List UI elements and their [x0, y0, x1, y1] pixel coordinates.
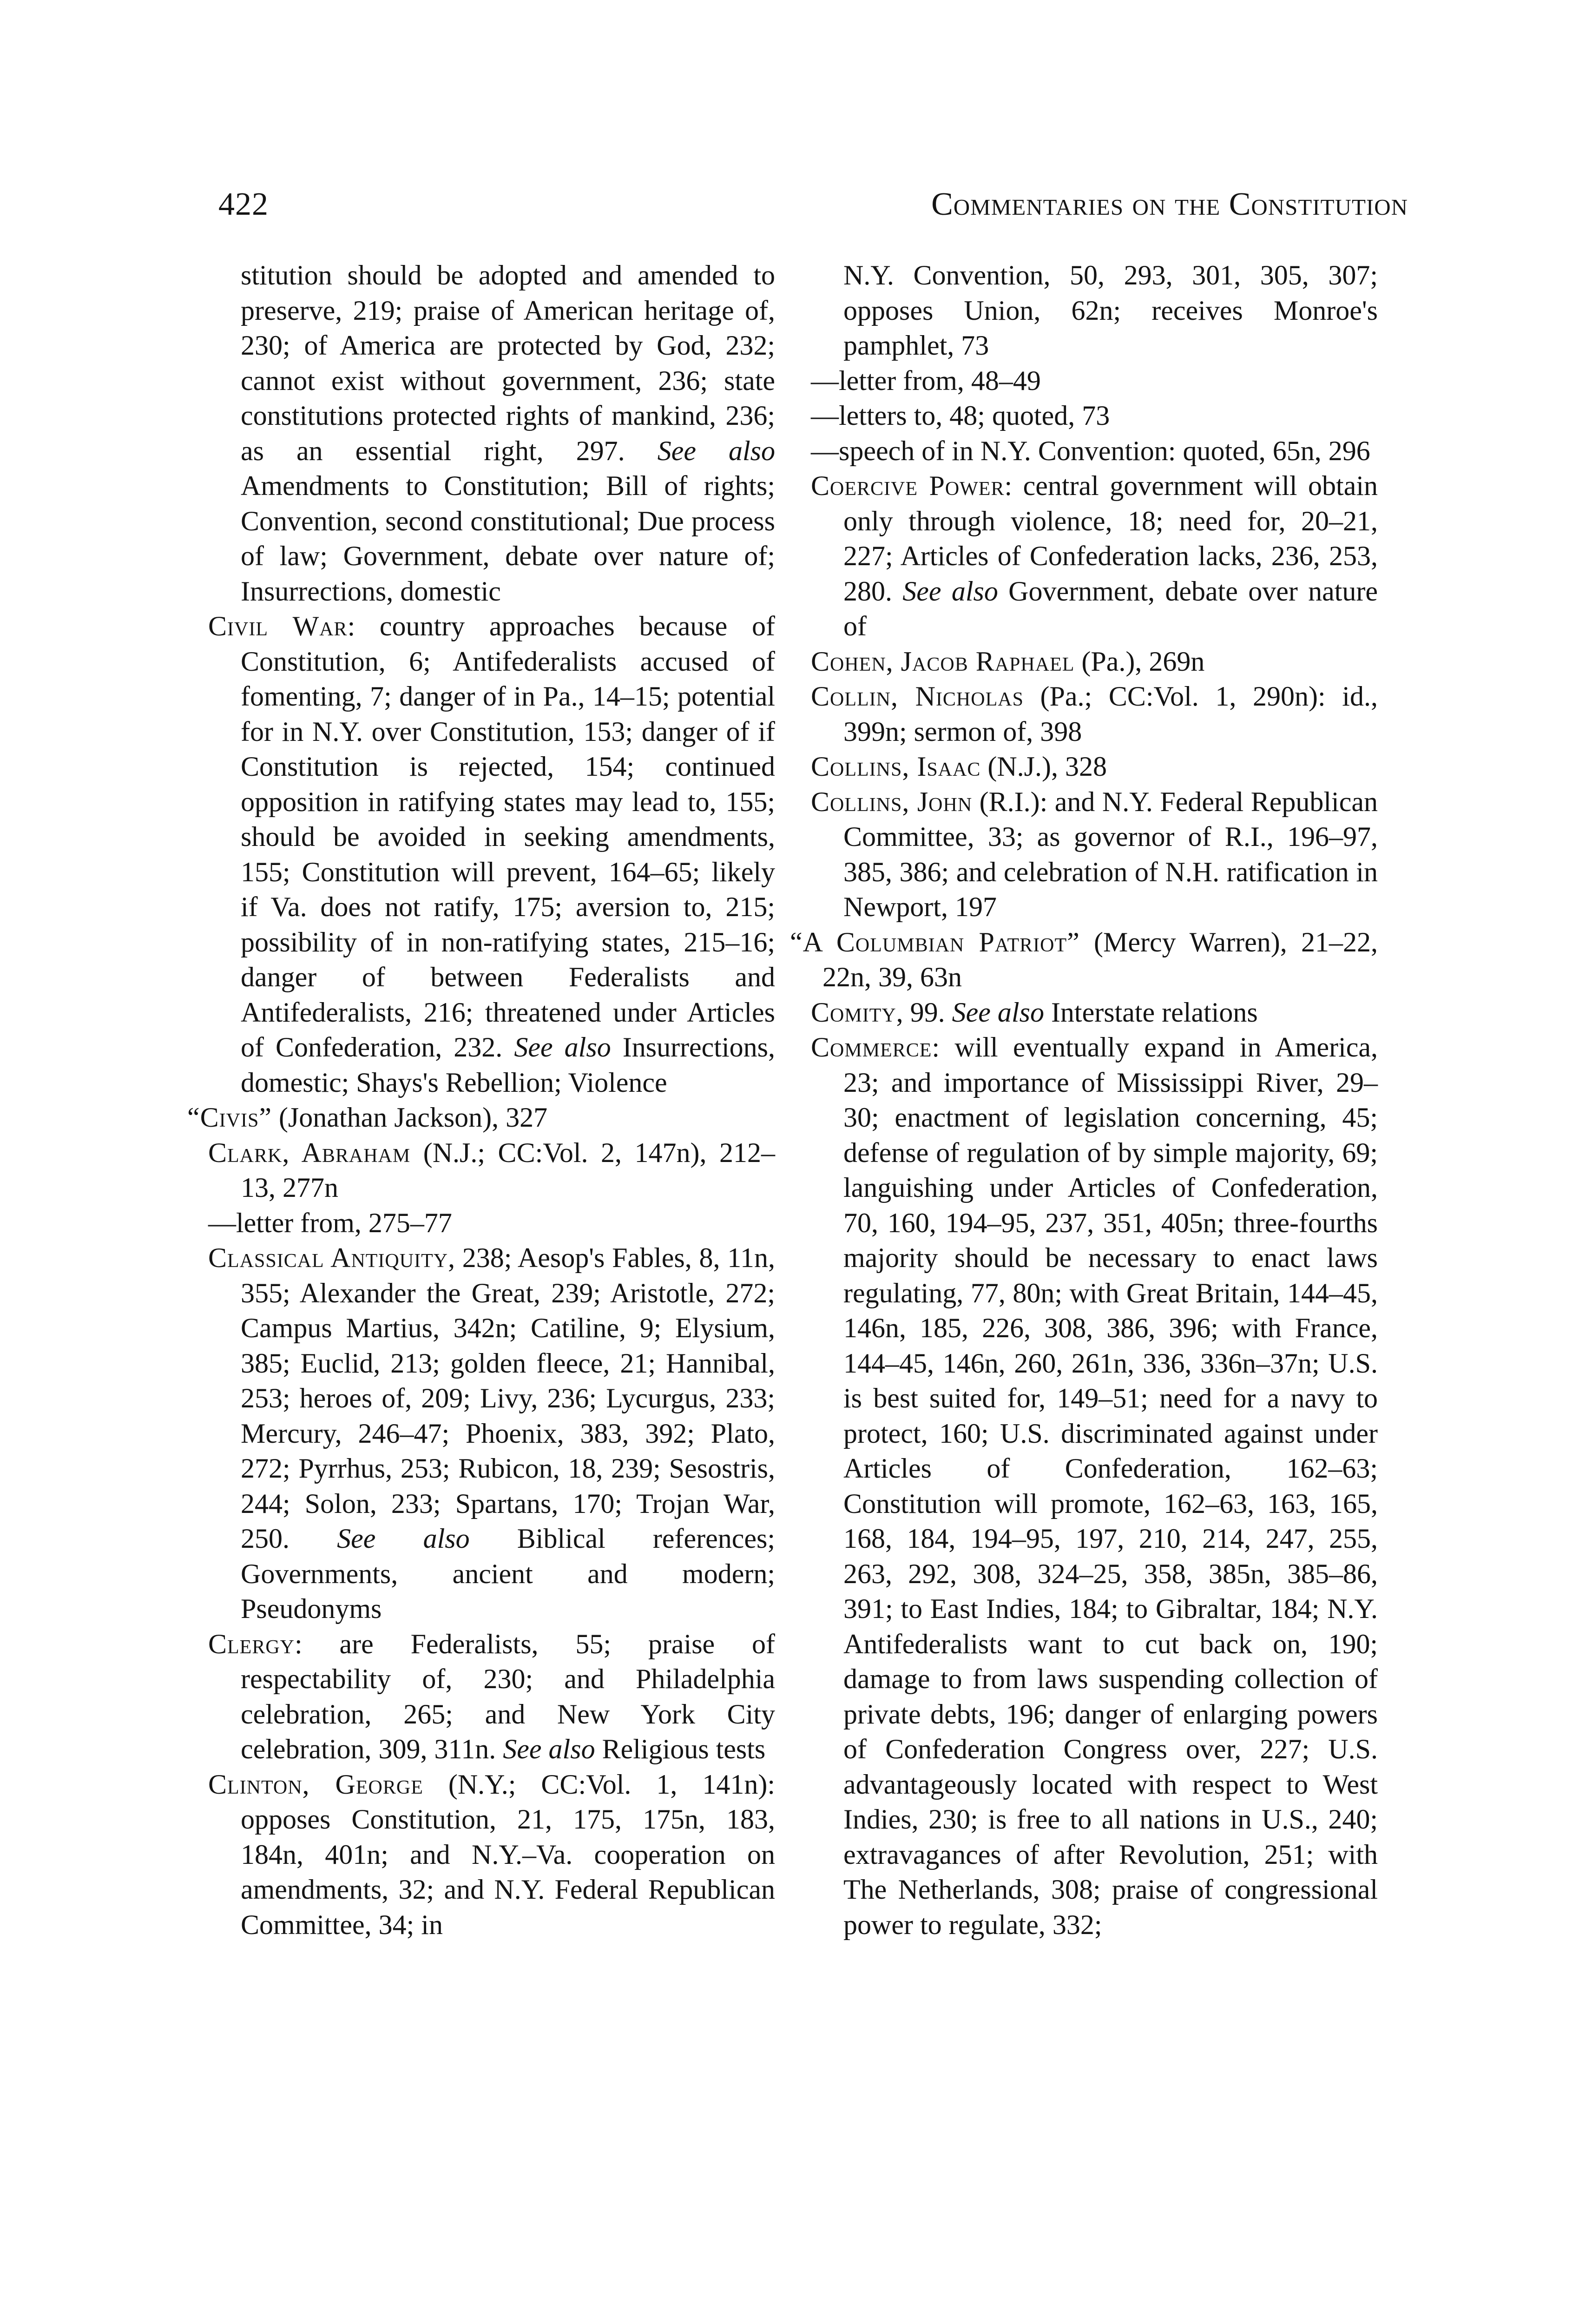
index-entry: N.Y. Convention, 50, 293, 301, 305, 307; opposes Union, 62n; receives Monroe's pamphlet, 73	[843, 260, 1378, 361]
index-entry: Coercive Power: central government will obtain only through violence, 18; need for, 20–21, 227; Articles of Confederation lacks, 236, 253, 280. See also Government, debate over nature of	[811, 470, 1378, 641]
index-entry: Civil War: country approaches because of Constitution, 6; Antifederalists accused of fomenting, 7; danger of in Pa., 14–15; potential for in N.Y. over Constitution, 153; danger of if Constitution is rejected, 154; continued opposition in ratifying states may lead to, 155; should be avoided in seeking amendments, 155; Constitution will prevent, 164–65; likely if Va. does not ratify, 175; aversion to, 215; possibility of in non-ratifying states, 215–16; danger of between Federalists and Antifederalists, 216; threatened under Articles of Confederation, 232. See also Insurrections, domestic; Shays's Rebellion; Violence	[208, 611, 775, 1098]
index-entry: Clark, Abraham (N.J.; CC:Vol. 2, 147n), 212–13, 277n	[208, 1137, 775, 1203]
index-entry: Comity, 99. See also Interstate relations	[811, 997, 1258, 1028]
running-head	[218, 181, 1408, 228]
index-entry: Commerce: will eventually expand in America, 23; and importance of Mississippi River, 29–30; enactment of legislation concerning, 45; defense of regulation of by simple majority, 69; languishing under Articles of Confederation, 70, 160, 194–95, 237, 351, 405n; three-fourths majority should be necessary to enact laws regulating, 77, 80n; with Great Britain, 144–45, 146n, 185, 226, 308, 386, 396; with France, 144–45, 146n, 260, 261n, 336, 336n–37n; U.S. is best suited for, 149–51; need for a navy to protect, 160; U.S. discriminated against under Articles of Confederation, 162–63; Constitution will promote, 162–63, 163, 165, 168, 184, 194–95, 197, 210, 214, 247, 255, 263, 292, 308, 324–25, 358, 385n, 385–86, 391; to East Indies, 184; to Gibraltar, 184; N.Y. Antifederalists want to cut back on, 190; damage to from laws suspending collection of private debts, 196; danger of enlarging powers of Confederation Congress over, 227; U.S. advantageously located with respect to West Indies, 230; is free to all nations in U.S., 240; extravagances of after Revolution, 251; with The Netherlands, 308; praise of congressional power to regulate, 332;	[811, 1032, 1378, 1940]
index-subentry: —letters to, 48; quoted, 73	[811, 400, 1110, 431]
index-entry: “Civis” (Jonathan Jackson), 327	[187, 1102, 548, 1133]
page-number: 422	[218, 186, 269, 222]
index-subentry: —letter from, 48–49	[811, 365, 1041, 396]
index-entry: “A Columbian Patriot” (Mercy Warren), 21–22, 22n, 39, 63n	[790, 926, 1378, 992]
index-entry: Collin, Nicholas (Pa.; CC:Vol. 1, 290n): id., 399n; sermon of, 398	[811, 681, 1378, 747]
index-entry: Clergy: are Federalists, 55; praise of respectability of, 230; and Philadelphia celebration, 265; and New York City celebration, 309, 311n. See also Religious tests	[208, 1628, 775, 1764]
index-entry: Clinton, George (N.Y.; CC:Vol. 1, 141n): opposes Constitution, 21, 175, 175n, 183, 184n, 401n; and N.Y.–Va. cooperation on amendments, 32; and N.Y. Federal Republican Committee, 34; in	[208, 1769, 775, 1940]
index-column-left	[187, 258, 776, 1942]
index-column-right	[790, 258, 1378, 1942]
index-entry: Collins, Isaac (N.J.), 328	[811, 751, 1107, 782]
index-subentry: —letter from, 275–77	[208, 1207, 452, 1238]
index-entry: stitution should be adopted and amended to preserve, 219; praise of American heritage of, 230; of America are protected by God, 232; cannot exist without government, 236; state constitutions protected rights of mankind, 236; as an essential right, 297. See also Amendments to Constitution; Bill of rights; Convention, second constitutional; Due process of law; Government, debate over nature of; Insurrections, domestic	[241, 260, 775, 607]
index-entry: Collins, John (R.I.): and N.Y. Federal Republican Committee, 33; as governor of R.I., 196–97, 385, 386; and celebration of N.H. ratification in Newport, 197	[811, 786, 1378, 922]
index-entry: Cohen, Jacob Raphael (Pa.), 269n	[811, 646, 1205, 677]
running-title: Commentaries on the Constitution	[931, 186, 1408, 222]
index-subentry: —speech of in N.Y. Convention: quoted, 65n, 296	[811, 435, 1370, 466]
index-entry: Classical Antiquity, 238; Aesop's Fables, 8, 11n, 355; Alexander the Great, 239; Aristotle, 272; Campus Martius, 342n; Catiline, 9; Elysium, 385; Euclid, 213; golden fleece, 21; Hannibal, 253; heroes of, 209; Livy, 236; Lycurgus, 233; Mercury, 246–47; Phoenix, 383, 392; Plato, 272; Pyrrhus, 253; Rubicon, 18, 239; Sesostris, 244; Solon, 233; Spartans, 170; Trojan War, 250. See also Biblical references; Governments, ancient and modern; Pseudonyms	[208, 1242, 776, 1624]
